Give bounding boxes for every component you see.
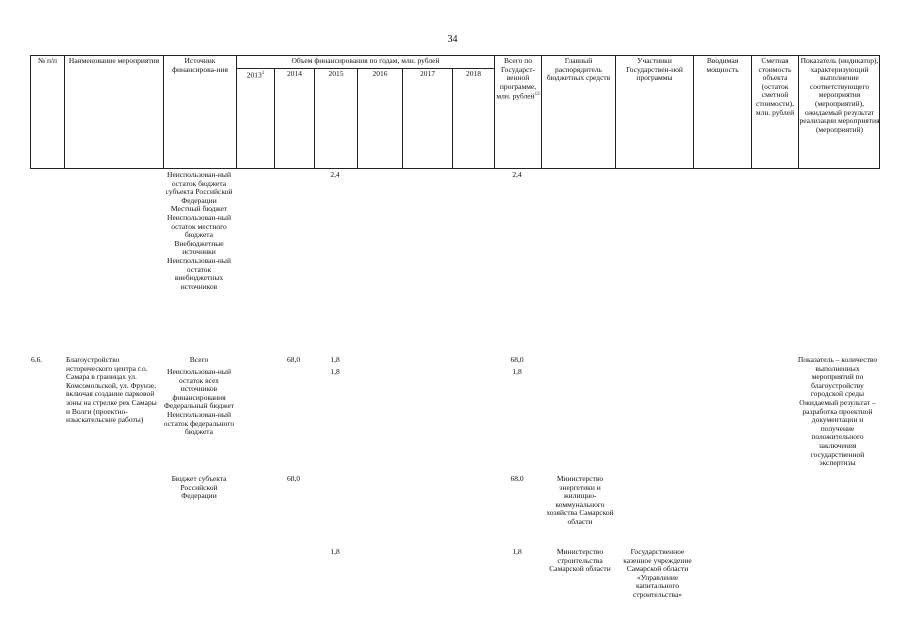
header-year-2016: 2016 (372, 69, 388, 78)
row-name: Благоустройство исторического центра г.о. Самара в границах ул. Комсомольской, ул. Фрунзе, включая создание парковой зоны на стрелке рек Самары и Волги (проектно-изыскательские работы) (66, 355, 157, 425)
col-divider (64, 56, 65, 168)
continuation-total: 2,4 (512, 170, 522, 179)
row-indicator: Показатель – количество выполненных мероприятий по благоустройству городской среды Ожидаемый результат – разработка проектной документации и получение положительного заключения государственной экспертизы (797, 355, 878, 468)
line-source: Всего (189, 355, 209, 364)
line-2014: 68,0 (286, 355, 301, 364)
header-year-2014: 2014 (287, 69, 302, 78)
header-year-2018: 2018 (466, 69, 481, 78)
col-divider (314, 68, 315, 168)
continuation-2015: 2,4 (330, 170, 340, 179)
continuation-sources: Неиспользован-ный остаток бюджета субъекта Российской Федерации Местный бюджет Неиспользован-ный остаток местного бюджета Внебюджетные источники Неиспользован-ный остаток внебюджетных источников (165, 170, 233, 291)
line-total: 1,8 (512, 367, 522, 376)
year-group-divider (236, 68, 494, 69)
line-total: 1,8 (512, 547, 522, 556)
header-manager: Главный распорядитель бюджетных средств (546, 56, 611, 83)
line-2014: 68,0 (286, 474, 301, 483)
line-source: Бюджет субъекта Российской Федерации (171, 474, 227, 501)
line-participant: Государственное казенное учреждение Самарской области «Управление капитального строительства» (623, 547, 692, 599)
header-financing: Объем финансирования по годам, млн. рублей (291, 56, 440, 65)
line-total: 68,0 (510, 355, 524, 364)
line-2015: 1,8 (330, 355, 340, 364)
table-header (30, 55, 880, 169)
header-participants: Участники Государствен-ной программы (626, 56, 683, 83)
line-total: 68,0 (510, 474, 524, 483)
header-capacity: Вводимая мощность (706, 56, 739, 74)
page-number: 34 (447, 34, 458, 45)
col-divider (357, 68, 358, 168)
line-2015: 1,8 (330, 547, 340, 556)
header-year-2013: 2013$^1$ (246, 70, 265, 80)
line-manager: Министерство энергетики и жилищно-коммунального хозяйства Самарской области (546, 474, 614, 526)
header-name: Наименование мероприятия (68, 56, 160, 65)
header-source: Источник финансирова-ния (172, 56, 228, 74)
header-year-2017: 2017 (420, 69, 435, 78)
header-indicator: Показатель (индикатор), характеризующий выполнение соответствующего мероприятия (мероприятий), ожидаемый результат реализации мероприятия (мероприятий) (799, 56, 880, 134)
col-divider (402, 68, 403, 168)
col-divider (452, 68, 453, 168)
line-manager: Министерство строительства Самарской области (549, 547, 611, 574)
header-cost: Сметная стоимость объекта (остаток сметной стоимости), млн. рублей (755, 56, 795, 117)
header-total: Всего по Государст-венной программе, млн. рублей$^{13}$ (496, 56, 540, 101)
header-year-2015: 2015 (328, 69, 344, 78)
col-divider (274, 68, 275, 168)
line-source: Неиспользован-ный остаток всех источников финансирования Федеральный бюджет Неиспользован-ный остаток федерального бюджета (163, 367, 235, 437)
header-num: № п/п (37, 56, 58, 65)
line-2015: 1,8 (330, 367, 340, 376)
row-number: 6.6. (31, 355, 43, 364)
